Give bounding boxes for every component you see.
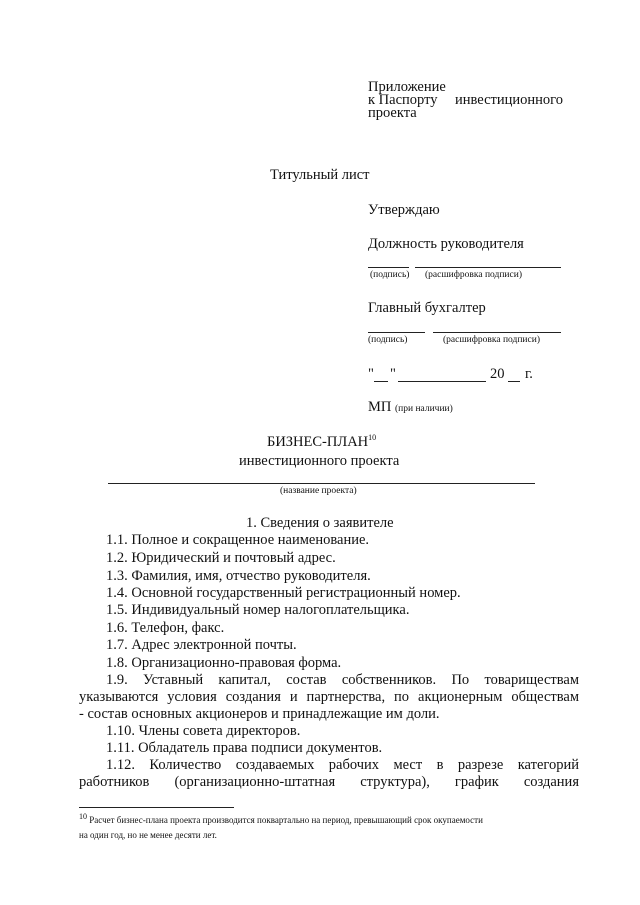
list-item: 1.3. Фамилия, имя, отчество руководителя. xyxy=(106,568,371,584)
list-item: 1.11. Обладатель права подписи документов. xyxy=(106,740,383,756)
appendix-line-2b: инвестиционного xyxy=(455,92,563,108)
list-item: 1.4. Основной государственный регистрационный номер. xyxy=(106,585,461,601)
footnote-line-2: на один год, но не менее десяти лет. xyxy=(79,830,217,840)
stamp-place xyxy=(368,399,453,416)
item-1-12-line-1: 1.12. Количество создаваемых рабочих мест в разрезе категорий xyxy=(106,757,579,773)
item-1-9-line-2: указываются условия создания и партнерства, по акционерным обществам xyxy=(79,689,579,705)
date-year-line xyxy=(508,381,520,382)
date-quote-open: " xyxy=(368,366,374,382)
signature-decoding-label-2: (расшифровка подписи) xyxy=(443,335,540,345)
list-item: 1.7. Адрес электронной почты. xyxy=(106,637,297,653)
appendix-line-1: Приложение xyxy=(368,79,446,95)
list-item: 1.6. Телефон, факс. xyxy=(106,620,225,636)
item-1-12-line-2: работников (организационно-штатная структура), график создания xyxy=(79,774,579,790)
signature-line-2 xyxy=(368,332,425,333)
footnote-line-1 xyxy=(79,812,483,825)
date-year-suffix: г. xyxy=(525,366,533,382)
footnote-ref: 10 xyxy=(368,433,377,443)
signature-label-1: (подпись) xyxy=(370,270,410,280)
signature-decoding-line-2 xyxy=(433,332,561,333)
date-year-prefix: 20 xyxy=(490,366,505,382)
stamp-note: (при наличии) xyxy=(395,404,453,414)
list-item: 1.2. Юридический и почтовый адрес. xyxy=(106,550,336,566)
footnote-number: 10 xyxy=(79,812,87,821)
signature-label-2: (подпись) xyxy=(368,335,408,345)
stamp-label: МП xyxy=(368,399,392,415)
signature-line-1 xyxy=(368,267,409,268)
business-plan-subtitle: инвестиционного проекта xyxy=(239,453,400,469)
item-1-9-line-1: 1.9. Уставный капитал, состав собственников. По товариществам xyxy=(106,672,579,688)
approve-word: Утверждаю xyxy=(368,202,440,218)
date-quote-close: " xyxy=(390,366,396,382)
footnote-text-1: Расчет бизнес-плана проекта производится поквартально на период, превышающий срок окупаемости xyxy=(89,815,483,825)
date-month-line xyxy=(398,381,486,382)
appendix-line-2a: к Паспорту xyxy=(368,92,438,108)
title-page-label: Титульный лист xyxy=(270,167,370,183)
list-item: 1.8. Организационно-правовая форма. xyxy=(106,655,342,671)
project-name-label: (название проекта) xyxy=(280,486,357,496)
director-position: Должность руководителя xyxy=(368,236,524,252)
business-plan-title xyxy=(267,434,376,451)
signature-decoding-label-1: (расшифровка подписи) xyxy=(425,270,522,280)
footnote-separator xyxy=(79,807,234,808)
list-item: 1.5. Индивидуальный номер налогоплательщика. xyxy=(106,602,410,618)
project-name-line xyxy=(108,483,535,484)
section-1-title: 1. Сведения о заявителе xyxy=(246,515,394,531)
business-plan-title-text: БИЗНЕС-ПЛАН xyxy=(267,434,369,450)
item-1-9-line-3: - состав основных акционеров и принадлежащие им доли. xyxy=(79,706,440,722)
date-day-line xyxy=(374,381,388,382)
appendix-line-3: проекта xyxy=(368,105,417,121)
signature-decoding-line-1 xyxy=(415,267,561,268)
list-item: 1.10. Члены совета директоров. xyxy=(106,723,301,739)
chief-accountant: Главный бухгалтер xyxy=(368,300,486,316)
list-item: 1.1. Полное и сокращенное наименование. xyxy=(106,532,370,548)
